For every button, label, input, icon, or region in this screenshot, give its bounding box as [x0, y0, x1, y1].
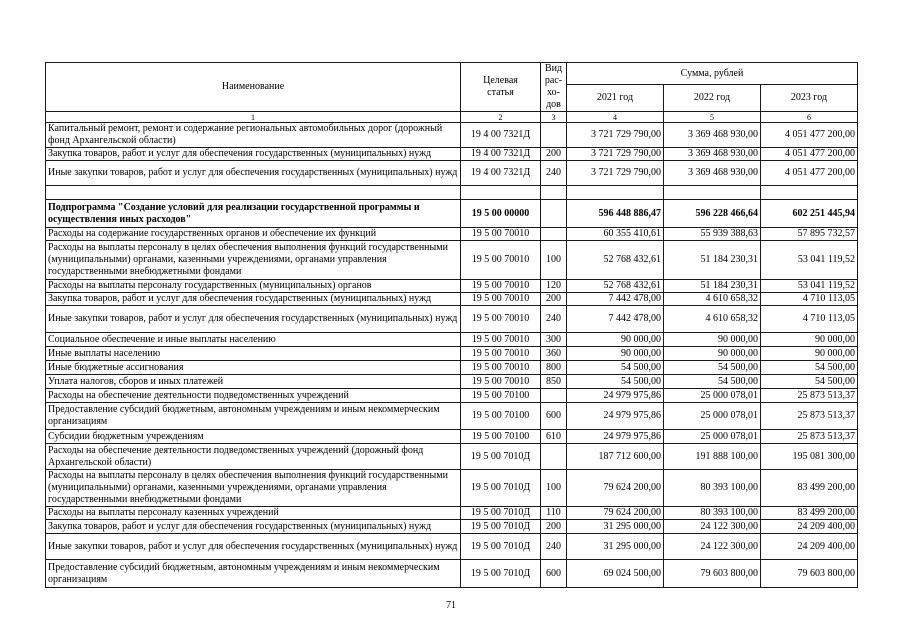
row-amount-2022-cell	[664, 375, 761, 389]
row-expense-type: 200	[546, 148, 561, 159]
row-name-cell	[46, 241, 461, 280]
page-number: 71	[446, 600, 456, 611]
row-amount-2021-cell	[567, 200, 664, 228]
row-amount-2021-cell	[567, 520, 664, 534]
row-expense-type: 600	[546, 410, 561, 421]
column-number: 4	[613, 112, 617, 122]
row-amount-2022: 596 228 466,64	[695, 207, 758, 219]
row-target-article-cell	[461, 534, 541, 560]
row-amount-2021: 187 712 600,00	[598, 450, 661, 462]
row-amount-2023: 195 081 300,00	[792, 450, 855, 462]
row-name: Закупка товаров, работ и услуг для обеспечения государственных (муниципальных) нужд	[48, 148, 432, 159]
row-amount-2022-cell	[664, 228, 761, 241]
header-amount-group-cell	[567, 63, 858, 85]
row-target-article-cell	[461, 520, 541, 534]
header-name-cell	[46, 63, 461, 112]
row-expense-type-cell	[541, 375, 567, 389]
row-amount-2023: 90 000,00	[815, 347, 855, 359]
row-target-article: 19 5 00 70010	[471, 254, 530, 265]
row-amount-2022-cell	[664, 280, 761, 293]
row-amount-2022: 3 369 468 930,00	[688, 129, 758, 140]
row-target-article-cell	[461, 148, 541, 161]
header-target-article: Целевая статья	[483, 75, 518, 98]
row-name: Расходы на выплаты персоналу в целях обеспечения выполнения функций государственными (муниципальными) органами, казенными учреждениями, органами управления государственными внебюджетными фондами	[48, 470, 448, 505]
row-expense-type-cell	[541, 148, 567, 161]
row-expense-type-cell	[541, 347, 567, 361]
row-target-article-cell	[461, 444, 541, 470]
row-target-article-cell	[461, 280, 541, 293]
row-expense-type: 240	[546, 167, 561, 178]
header-amount-group: Сумма, рублей	[680, 67, 744, 79]
row-amount-2023-cell	[761, 470, 858, 507]
row-target-article: 19 5 00 70100	[471, 389, 530, 401]
row-target-article: 19 5 00 70010	[471, 228, 530, 239]
row-amount-2023-cell	[761, 347, 858, 361]
row-amount-2022: 4 610 658,32	[705, 313, 758, 324]
row-amount-2022-cell	[664, 347, 761, 361]
header-year-2021-cell	[567, 85, 664, 112]
header-expense-type-cell	[541, 63, 567, 112]
row-amount-2022: 79 603 800,00	[700, 567, 758, 579]
row-expense-type-cell	[541, 228, 567, 241]
row-amount-2023-cell	[761, 161, 858, 186]
row-amount-2021-cell	[567, 241, 664, 280]
row-amount-2021: 24 979 975,86	[603, 410, 661, 421]
row-amount-2021: 79 624 200,00	[603, 482, 661, 493]
row-expense-type-cell	[541, 186, 567, 200]
column-number: 1	[251, 112, 255, 122]
row-amount-2023: 602 251 445,94	[792, 207, 855, 219]
row-amount-2022-cell	[664, 361, 761, 375]
row-target-article-cell	[461, 161, 541, 186]
row-amount-2021: 7 442 478,00	[608, 313, 661, 324]
row-name-cell	[46, 361, 461, 375]
row-amount-2022-cell	[664, 123, 761, 148]
row-amount-2021: 69 024 500,00	[603, 567, 661, 579]
row-name-cell	[46, 347, 461, 361]
row-name-cell	[46, 520, 461, 534]
row-amount-2022: 80 393 100,00	[700, 507, 758, 518]
row-amount-2021: 24 979 975,86	[603, 430, 661, 442]
row-expense-type-cell	[541, 241, 567, 280]
row-name: Социальное обеспечение и иные выплаты населению	[48, 333, 276, 345]
row-target-article: 19 5 00 70010	[471, 361, 530, 373]
row-amount-2021-cell	[567, 123, 664, 148]
row-expense-type: 600	[546, 567, 561, 579]
row-amount-2023-cell	[761, 520, 858, 534]
row-amount-2021-cell	[567, 444, 664, 470]
row-amount-2023-cell	[761, 403, 858, 430]
row-expense-type: 240	[546, 313, 561, 324]
row-amount-2023: 90 000,00	[815, 333, 855, 345]
row-amount-2022: 191 888 100,00	[695, 450, 758, 462]
row-target-article-cell	[461, 186, 541, 200]
row-amount-2021-cell	[567, 389, 664, 403]
row-expense-type-cell	[541, 333, 567, 347]
row-amount-2022: 51 184 230,31	[700, 280, 758, 291]
row-amount-2021: 79 624 200,00	[603, 507, 661, 518]
row-name: Подпрограмма "Создание условий для реализации государственной программы и осуществления иных расходов"	[48, 201, 420, 225]
row-expense-type: 800	[546, 361, 561, 373]
row-amount-2022: 90 000,00	[718, 347, 758, 359]
row-amount-2022-cell	[664, 389, 761, 403]
row-amount-2021-cell	[567, 470, 664, 507]
row-expense-type: 100	[546, 482, 561, 493]
row-amount-2021-cell	[567, 161, 664, 186]
row-name-cell	[46, 375, 461, 389]
row-amount-2023-cell	[761, 280, 858, 293]
row-amount-2023: 25 873 513,37	[797, 389, 855, 401]
row-amount-2022-cell	[664, 560, 761, 588]
row-amount-2021-cell	[567, 333, 664, 347]
header-name: Наименование	[221, 81, 285, 92]
row-amount-2023: 53 041 119,52	[797, 254, 855, 265]
row-target-article-cell	[461, 200, 541, 228]
row-amount-2022: 25 000 078,01	[700, 410, 758, 421]
row-target-article: 19 5 00 7010Д	[470, 507, 531, 518]
row-target-article: 19 4 00 7321Д	[470, 148, 531, 159]
row-amount-2021-cell	[567, 280, 664, 293]
row-amount-2022-cell	[664, 470, 761, 507]
row-name-cell	[46, 470, 461, 507]
row-amount-2023: 24 209 400,00	[797, 540, 855, 552]
row-amount-2023: 54 500,00	[815, 375, 855, 387]
row-expense-type-cell	[541, 161, 567, 186]
row-target-article-cell	[461, 361, 541, 375]
row-amount-2021-cell	[567, 186, 664, 200]
row-expense-type: 110	[546, 507, 561, 518]
row-target-article: 19 5 00 70010	[471, 293, 530, 304]
row-amount-2023: 25 873 513,37	[797, 410, 855, 421]
row-name: Расходы на выплаты персоналу государственных (муниципальных) органов	[48, 280, 372, 291]
row-name: Иные закупки товаров, работ и услуг для обеспечения государственных (муниципальных) нужд	[48, 540, 458, 552]
row-target-article: 19 5 00 70010	[471, 347, 530, 359]
row-amount-2022: 25 000 078,01	[700, 430, 758, 442]
row-amount-2022: 3 369 468 930,00	[688, 148, 758, 159]
row-name-cell	[46, 534, 461, 560]
row-amount-2023-cell	[761, 200, 858, 228]
row-amount-2022-cell	[664, 333, 761, 347]
row-name: Расходы на выплаты персоналу казенных учреждений	[48, 507, 279, 518]
row-amount-2023: 4 710 113,05	[802, 313, 855, 324]
row-name: Уплата налогов, сборов и иных платежей	[48, 375, 224, 387]
row-amount-2023-cell	[761, 293, 858, 306]
row-name: Предоставление субсидий бюджетным, автономным учреждениям и иным некоммерческим организациям	[48, 404, 440, 427]
row-name-cell	[46, 123, 461, 148]
row-amount-2021-cell	[567, 507, 664, 520]
header-year-2023-cell	[761, 85, 858, 112]
row-target-article-cell	[461, 241, 541, 280]
row-amount-2023: 83 499 200,00	[797, 507, 855, 518]
row-target-article: 19 4 00 7321Д	[470, 167, 531, 178]
row-amount-2021-cell	[567, 560, 664, 588]
budget-table	[45, 62, 858, 588]
row-amount-2023-cell	[761, 186, 858, 200]
header-year-2023: 2023 год	[790, 92, 828, 103]
row-name: Капитальный ремонт, ремонт и содержание региональных автомобильных дорог (дорожный фонд Архангельской области)	[48, 123, 443, 146]
row-name-cell	[46, 228, 461, 241]
row-target-article: 19 5 00 7010Д	[470, 482, 531, 493]
row-target-article-cell	[461, 123, 541, 148]
row-amount-2021: 54 500,00	[621, 375, 661, 387]
row-target-article: 19 5 00 7010Д	[470, 520, 531, 532]
row-name-cell	[46, 507, 461, 520]
row-target-article: 19 5 00 70010	[471, 333, 530, 345]
row-amount-2022-cell	[664, 430, 761, 444]
row-amount-2022-cell	[664, 520, 761, 534]
row-target-article-cell	[461, 389, 541, 403]
row-amount-2021-cell	[567, 361, 664, 375]
row-amount-2022-cell	[664, 241, 761, 280]
row-amount-2023-cell	[761, 333, 858, 347]
row-expense-type-cell	[541, 534, 567, 560]
row-amount-2023-cell	[761, 148, 858, 161]
row-name-cell	[46, 444, 461, 470]
row-amount-2023: 54 500,00	[815, 361, 855, 373]
row-amount-2022-cell	[664, 200, 761, 228]
row-amount-2023-cell	[761, 534, 858, 560]
row-target-article: 19 5 00 70010	[471, 375, 530, 387]
row-amount-2022: 25 000 078,01	[700, 389, 758, 401]
row-amount-2021-cell	[567, 534, 664, 560]
row-amount-2023-cell	[761, 430, 858, 444]
row-name-cell	[46, 148, 461, 161]
row-amount-2022: 24 122 300,00	[700, 540, 758, 552]
row-target-article: 19 5 00 7010Д	[470, 540, 531, 552]
column-number: 3	[551, 112, 556, 122]
row-amount-2021: 52 768 432,61	[603, 280, 661, 291]
row-target-article-cell	[461, 560, 541, 588]
row-amount-2021: 24 979 975,86	[603, 389, 661, 401]
row-target-article: 19 5 00 7010Д	[470, 567, 531, 579]
row-target-article-cell	[461, 375, 541, 389]
row-amount-2021: 3 721 729 790,00	[591, 167, 661, 178]
row-target-article-cell	[461, 470, 541, 507]
row-target-article-cell	[461, 333, 541, 347]
row-target-article-cell	[461, 228, 541, 241]
row-amount-2021: 90 000,00	[621, 347, 661, 359]
row-amount-2022-cell	[664, 403, 761, 430]
row-amount-2021: 52 768 432,61	[603, 254, 661, 265]
row-target-article-cell	[461, 430, 541, 444]
row-expense-type: 240	[546, 540, 561, 552]
column-number-cell	[461, 112, 541, 123]
row-amount-2021: 3 721 729 790,00	[591, 148, 661, 159]
row-amount-2021: 54 500,00	[621, 361, 661, 373]
row-expense-type-cell	[541, 361, 567, 375]
row-amount-2022: 4 610 658,32	[705, 293, 758, 304]
row-amount-2023-cell	[761, 123, 858, 148]
row-name: Иные закупки товаров, работ и услуг для обеспечения государственных (муниципальных) нужд	[48, 167, 458, 178]
row-amount-2023: 4 710 113,05	[802, 293, 855, 304]
row-name: Расходы на обеспечение деятельности подведомственных учреждений	[48, 389, 349, 401]
row-amount-2022: 51 184 230,31	[700, 254, 758, 265]
row-expense-type-cell	[541, 123, 567, 148]
row-name-cell	[46, 186, 461, 200]
row-expense-type-cell	[541, 389, 567, 403]
row-name-cell	[46, 200, 461, 228]
column-number: 5	[710, 112, 714, 122]
column-number-cell	[46, 112, 461, 123]
row-expense-type-cell	[541, 560, 567, 588]
row-name: Закупка товаров, работ и услуг для обеспечения государственных (муниципальных) нужд	[48, 293, 432, 304]
row-amount-2021-cell	[567, 430, 664, 444]
row-amount-2023: 4 051 477 200,00	[785, 167, 855, 178]
header-year-2021: 2021 год	[596, 92, 634, 103]
row-amount-2021: 90 000,00	[621, 333, 661, 345]
row-amount-2022-cell	[664, 507, 761, 520]
row-amount-2023: 25 873 513,37	[797, 430, 855, 442]
row-amount-2022-cell	[664, 293, 761, 306]
row-amount-2022: 54 500,00	[718, 375, 758, 387]
row-amount-2022: 3 369 468 930,00	[688, 167, 758, 178]
row-amount-2021-cell	[567, 293, 664, 306]
row-expense-type-cell	[541, 200, 567, 228]
row-amount-2022: 90 000,00	[718, 333, 758, 345]
row-amount-2021-cell	[567, 228, 664, 241]
row-amount-2021: 31 295 000,00	[603, 520, 661, 532]
column-number: 2	[498, 112, 503, 122]
row-target-article-cell	[461, 507, 541, 520]
row-name: Иные выплаты населению	[48, 347, 161, 359]
row-name: Предоставление субсидий бюджетным, автономным учреждениям и иным некоммерческим организациям	[48, 561, 440, 585]
row-expense-type: 850	[546, 375, 561, 387]
row-target-article: 19 5 00 00000	[471, 207, 530, 219]
row-amount-2022: 55 939 388,63	[700, 228, 758, 239]
row-amount-2022-cell	[664, 161, 761, 186]
row-target-article: 19 5 00 70100	[471, 430, 530, 442]
row-amount-2023: 57 895 732,57	[797, 228, 855, 239]
row-target-article: 19 5 00 7010Д	[470, 450, 531, 462]
row-amount-2021-cell	[567, 375, 664, 389]
row-amount-2023-cell	[761, 241, 858, 280]
row-name-cell	[46, 560, 461, 588]
row-expense-type: 120	[546, 280, 561, 291]
row-name: Иные бюджетные ассигнования	[48, 361, 184, 373]
header-year-2022: 2022 год	[693, 92, 731, 103]
row-expense-type: 200	[546, 293, 561, 304]
row-expense-type: 100	[546, 254, 561, 265]
row-amount-2021-cell	[567, 306, 664, 333]
row-name-cell	[46, 293, 461, 306]
row-amount-2023-cell	[761, 444, 858, 470]
row-amount-2021: 60 355 410,61	[603, 228, 661, 239]
header-target-article-cell	[461, 63, 541, 112]
row-name: Расходы на выплаты персоналу в целях обеспечения выполнения функций государственными (муниципальными) органами, казенными учреждениями, органами управления государственными внебюджетными фондами	[48, 242, 448, 277]
row-amount-2021-cell	[567, 403, 664, 430]
row-target-article-cell	[461, 347, 541, 361]
row-expense-type-cell	[541, 520, 567, 534]
column-number-cell	[541, 112, 567, 123]
row-amount-2023-cell	[761, 228, 858, 241]
row-name: Закупка товаров, работ и услуг для обеспечения государственных (муниципальных) нужд	[48, 520, 432, 532]
row-name-cell	[46, 306, 461, 333]
row-amount-2022: 24 122 300,00	[700, 520, 758, 532]
row-amount-2023: 53 041 119,52	[797, 280, 855, 291]
row-amount-2023: 79 603 800,00	[797, 567, 855, 579]
column-number-cell	[664, 112, 761, 123]
row-amount-2022-cell	[664, 534, 761, 560]
column-number: 6	[807, 112, 811, 122]
row-name: Субсидии бюджетным учреждениям	[48, 430, 204, 442]
row-name-cell	[46, 161, 461, 186]
row-name-cell	[46, 389, 461, 403]
row-target-article-cell	[461, 306, 541, 333]
row-amount-2021: 3 721 729 790,00	[591, 129, 661, 140]
row-expense-type-cell	[541, 280, 567, 293]
row-expense-type-cell	[541, 293, 567, 306]
row-amount-2022-cell	[664, 306, 761, 333]
row-amount-2021-cell	[567, 347, 664, 361]
row-amount-2023: 4 051 477 200,00	[785, 129, 855, 140]
row-expense-type: 200	[546, 520, 561, 532]
row-name: Иные закупки товаров, работ и услуг для обеспечения государственных (муниципальных) нужд	[48, 313, 458, 324]
row-amount-2023-cell	[761, 560, 858, 588]
row-amount-2023-cell	[761, 361, 858, 375]
header-year-2022-cell	[664, 85, 761, 112]
row-amount-2022: 80 393 100,00	[700, 482, 758, 493]
row-amount-2023: 83 499 200,00	[797, 482, 855, 493]
row-target-article-cell	[461, 293, 541, 306]
row-amount-2021: 31 295 000,00	[603, 540, 661, 552]
row-target-article: 19 5 00 70010	[471, 313, 530, 324]
row-expense-type-cell	[541, 403, 567, 430]
row-amount-2023: 4 051 477 200,00	[785, 148, 855, 159]
row-name-cell	[46, 280, 461, 293]
row-name-cell	[46, 430, 461, 444]
row-name: Расходы на обеспечение деятельности подведомственных учреждений (дорожный фонд Архангельской области)	[48, 444, 424, 468]
row-amount-2022-cell	[664, 186, 761, 200]
row-amount-2023-cell	[761, 389, 858, 403]
row-expense-type-cell	[541, 306, 567, 333]
column-number-cell	[761, 112, 858, 123]
row-amount-2021: 7 442 478,00	[608, 293, 661, 304]
row-amount-2023-cell	[761, 375, 858, 389]
row-name-cell	[46, 403, 461, 430]
row-target-article: 19 5 00 70100	[471, 410, 530, 421]
row-amount-2023-cell	[761, 306, 858, 333]
row-amount-2022-cell	[664, 444, 761, 470]
row-amount-2023: 24 209 400,00	[797, 520, 855, 532]
row-expense-type-cell	[541, 507, 567, 520]
row-amount-2022-cell	[664, 148, 761, 161]
row-expense-type-cell	[541, 430, 567, 444]
row-name: Расходы на содержание государственных органов и обеспечение их функций	[48, 228, 377, 239]
row-target-article: 19 4 00 7321Д	[470, 129, 531, 140]
row-amount-2022: 54 500,00	[718, 361, 758, 373]
row-amount-2023-cell	[761, 507, 858, 520]
header-expense-type: Вид рас-хо-дов	[544, 63, 563, 110]
row-expense-type-cell	[541, 444, 567, 470]
row-expense-type: 360	[546, 347, 561, 359]
column-number-cell	[567, 112, 664, 123]
row-target-article-cell	[461, 403, 541, 430]
row-expense-type-cell	[541, 470, 567, 507]
row-expense-type: 300	[546, 333, 561, 345]
row-target-article: 19 5 00 70010	[471, 280, 530, 291]
row-expense-type: 610	[546, 430, 561, 442]
row-name-cell	[46, 333, 461, 347]
row-amount-2021: 596 448 886,47	[598, 207, 661, 219]
row-amount-2021-cell	[567, 148, 664, 161]
